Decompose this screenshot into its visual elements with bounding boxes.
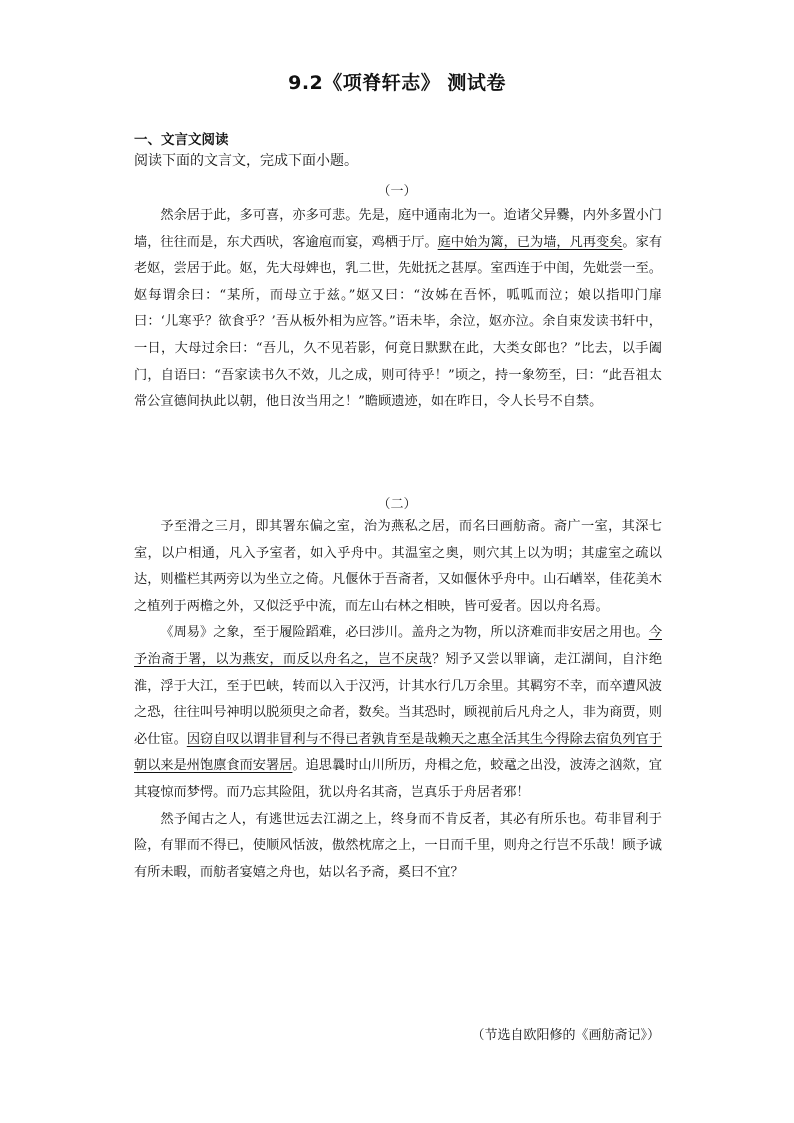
part2-mark: （二） — [377, 497, 417, 512]
part2-text-b: ？矧予又尝以罪谪，走江湖间，自汴绝淮，浮于大江，至于巴峡，转而以入于汉沔，计其水行几万余里。其羁穷不幸，而卒遭风波之恐，往往叫号神明以脱须臾之命者，数矣。当其恐时，顾视前后凡舟之人，非为商贾，则必仕宦。 — [134, 651, 663, 747]
part1-text-a: 然余居于此，多可喜，亦多可悲。先是，庭中通南北为一。迨诸父异爨，内外多置小门墙，往往而是，东犬西吠，客逾庖而宴，鸡栖于厅。 — [134, 208, 662, 250]
part1-passage — [134, 203, 662, 416]
part2-passage — [134, 514, 662, 886]
part2-paragraph-2 — [134, 620, 662, 806]
instruction-text: 阅读下面的文言文，完成下面小题。 — [134, 153, 358, 169]
part1-text-b: 。家有老妪，尝居于此。妪，先大母婢也，乳二世，先妣抚之甚厚。室西连于中闺，先妣尝一至。妪每谓余曰：“某所，而母立于兹。”妪又曰：“汝姊在吾怀，呱呱而泣；娘以指叩门扉曰：‘儿寒乎？欲食乎？’吾从板外相为应答。”语未毕，余泣，妪亦泣。余自束发读书轩中，一日，大母过余曰：“吾儿，久不见若影，何竟日默默在此，大类女郎也？”比去，以手阖门，自语曰：“吾家读书久不效，儿之成，则可待乎！”顷之，持一象笏至，曰：“此吾祖太常公宣德间执此以朝，他日汝当用之！”瞻顾遗迹，如在昨日，令人长号不自禁。 — [134, 234, 663, 410]
source-citation: （节选自欧阳修的《画舫斋记》） — [471, 1028, 660, 1043]
part2-paragraph-3: 然予闻古之人，有逃世远去江湖之上，终身而不肯反者，其必有所乐也。苟非冒利于险，有罪而不得已，使顺风恬波，傲然枕席之上，一日而千里，则舟之行岂不乐哉！顾予诚有所未暇，而舫者宴嬉之舟也，姑以名予斋，奚曰不宜？ — [134, 811, 662, 880]
part2-paragraph-1: 予至滑之三月，即其署东偏之室，治为燕私之居，而名曰画舫斋。斋广一室，其深七室，以户相通，凡入予室者，如入乎舟中。其温室之奥，则穴其上以为明；其虚室之疏以达，则槛栏其两旁以为坐立之倚。凡偃休于吾斋者，又如偃休乎舟中。山石崷崒，佳花美木之植列于两檐之外，又似泛乎中流，而左山右林之相映，皆可爱者。因以舟名焉。 — [134, 519, 662, 614]
part1-paragraph — [134, 203, 662, 416]
page-title: 9.2《项脊轩志》 测试卷 — [288, 72, 506, 94]
section-heading: 一、文言文阅读 — [134, 132, 229, 148]
part2-underlined-sentence-1: 今予治斋于署，以为燕安，而反以舟名之，岂不戾哉 — [134, 625, 662, 667]
part2-text-a: 《周易》之象，至于履险蹈难，必曰涉川。盖舟之为物，所以济难而非安居之用也。 — [160, 625, 649, 641]
part1-underlined-sentence: 庭中始为篱，已为墙，凡再变矣 — [437, 234, 623, 250]
part2-text-c: 。追思曩时山川所历，舟楫之危，蛟鼋之出没，波涛之汹欻，宜其寝惊而梦愕。而乃忘其险阻，犹以舟名其斋，岂真乐于舟居者邪！ — [134, 758, 662, 800]
part1-mark: （一） — [377, 184, 417, 199]
part2-underlined-sentence-2: 因窃自叹以谓非冒利与不得已者孰肯至是哉赖天之惠全活其生今得除去宿负列官于朝以来是州饱廪食而安署居 — [134, 731, 663, 774]
